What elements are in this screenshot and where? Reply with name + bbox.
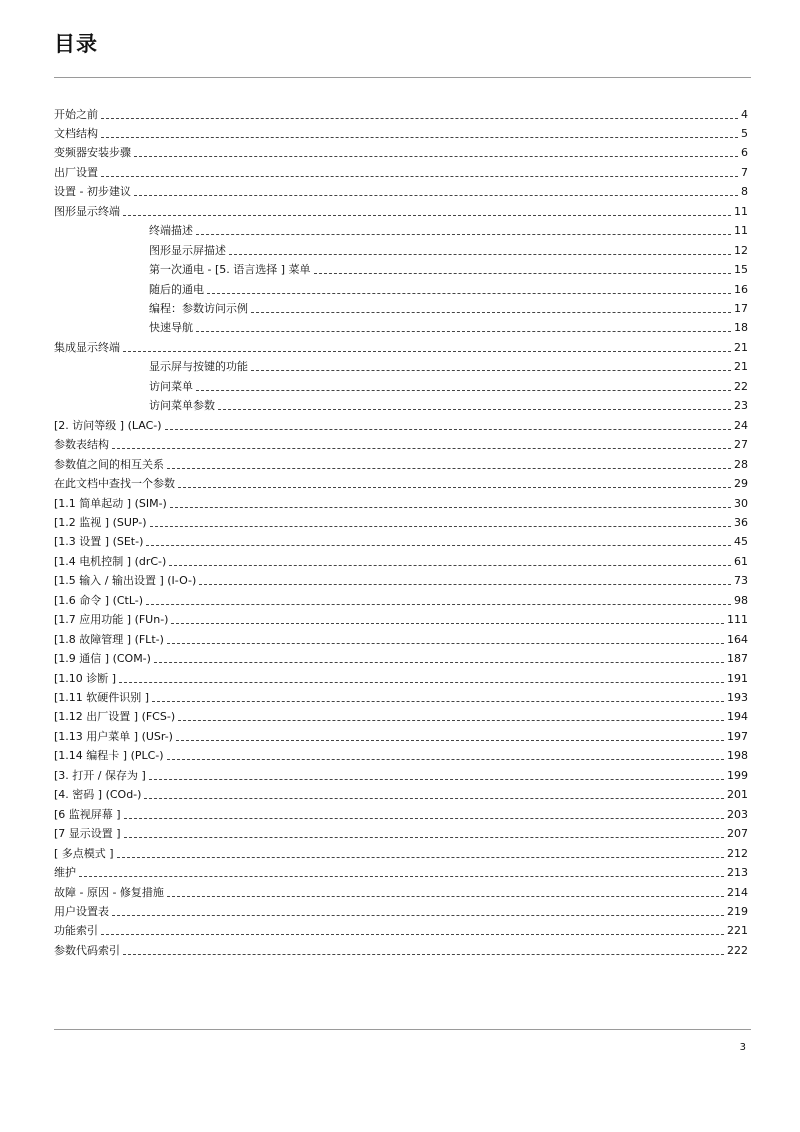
toc-entry-label: [2. 访问等级 ] (LAC-) <box>54 418 162 432</box>
toc-entry[interactable] <box>54 102 748 122</box>
toc-dot-leader <box>199 584 731 585</box>
toc-entry[interactable] <box>149 258 748 278</box>
toc-entry[interactable] <box>54 822 748 842</box>
toc-entry[interactable] <box>54 588 748 608</box>
toc-entry-page: 27 <box>734 438 748 452</box>
toc-entry-page: 214 <box>727 885 748 899</box>
toc-entry[interactable] <box>149 374 748 394</box>
toc-dot-leader <box>112 915 724 916</box>
toc-entry[interactable] <box>54 608 748 628</box>
toc-entry[interactable] <box>54 802 748 822</box>
toc-entry-label: 随后的通电 <box>149 282 204 296</box>
toc-dot-leader <box>251 370 731 371</box>
toc-entry-label: 图形显示终端 <box>54 204 120 218</box>
toc-entry-page: 21 <box>734 360 748 374</box>
toc-dot-leader <box>218 409 731 410</box>
toc-entry-page: 199 <box>727 768 748 782</box>
toc-entry-page: 29 <box>734 477 748 491</box>
toc-dot-leader <box>79 876 724 877</box>
toc-dot-leader <box>171 623 724 624</box>
toc-entry-label: 图形显示屏描述 <box>149 243 226 257</box>
toc-dot-leader <box>196 331 731 332</box>
toc-entry[interactable] <box>54 510 748 530</box>
toc-entry-page: 21 <box>734 340 748 354</box>
toc-dot-leader <box>123 351 731 352</box>
toc-entry-label: [1.2 监视 ] (SUP-) <box>54 515 147 529</box>
toc-entry-label: [3. 打开 / 保存为 ] <box>54 768 146 782</box>
toc-entry-label: 故障 - 原因 - 修复措施 <box>54 885 164 899</box>
toc-dot-leader <box>144 798 724 799</box>
header-divider <box>54 77 751 78</box>
toc-entry-page: 8 <box>741 185 748 199</box>
toc-entry[interactable] <box>54 705 748 725</box>
toc-entry-label: 编程：参数访问示例 <box>149 302 248 315</box>
toc-dot-leader <box>124 818 724 819</box>
toc-entry-page: 203 <box>727 807 748 821</box>
toc-entry-label: 维护 <box>54 866 76 880</box>
toc-entry-page: 193 <box>727 691 748 704</box>
toc-entry-page: 201 <box>727 788 748 802</box>
toc-entry-label: [1.4 电机控制 ] (drC-) <box>54 554 167 568</box>
toc-entry[interactable] <box>54 472 748 492</box>
toc-dot-leader <box>124 837 724 838</box>
toc-entry-page: 11 <box>734 224 748 238</box>
toc-entry-page: 212 <box>727 846 748 860</box>
toc-entry-label: [1.6 命令 ] (CtL-) <box>54 593 144 607</box>
toc-entry-label: [1.12 出厂设置 ] (FCS-) <box>54 710 176 724</box>
toc-dot-leader <box>229 254 731 255</box>
toc-dot-leader <box>152 701 724 702</box>
toc-entry[interactable] <box>54 160 748 180</box>
toc-entry-label: [1.3 设置 ] (SEt-) <box>54 535 144 549</box>
toc-dot-leader <box>170 507 731 508</box>
toc-entry-label: 在此文档中查找一个参数 <box>54 477 175 491</box>
toc-entry[interactable] <box>54 783 748 803</box>
toc-dot-leader <box>167 896 724 897</box>
toc-entry[interactable] <box>54 841 748 861</box>
toc-dot-leader <box>134 156 738 157</box>
toc-entry-page: 7 <box>741 165 748 179</box>
toc-dot-leader <box>165 429 731 430</box>
toc-entry-page: 17 <box>734 302 748 315</box>
toc-entry-label: [1.14 编程卡 ] (PLC-) <box>54 749 164 763</box>
toc-entry-page: 11 <box>734 204 748 218</box>
toc-entry-label: 集成显示终端 <box>54 340 120 354</box>
toc-dot-leader <box>123 215 731 216</box>
toc-entry-label: [ 多点模式 ] <box>54 846 114 860</box>
toc-entry-label: 设置 - 初步建议 <box>54 185 131 199</box>
toc-dot-leader <box>112 448 731 449</box>
toc-entry-page: 164 <box>727 632 748 646</box>
toc-entry[interactable] <box>149 238 748 258</box>
toc-entry[interactable] <box>54 491 748 511</box>
toc-dot-leader <box>178 487 731 488</box>
toc-entry-page: 73 <box>734 574 748 588</box>
toc-entry-label: 参数值之间的相互关系 <box>54 457 164 471</box>
toc-entry-page: 23 <box>734 399 748 413</box>
toc-entry-page: 187 <box>727 652 748 666</box>
toc-dot-leader <box>207 293 731 294</box>
toc-entry-label: [6 监视屏幕 ] <box>54 807 121 821</box>
toc-dot-leader <box>119 682 724 683</box>
toc-entry-label: [1.5 输入 / 输出设置 ] (I-O-) <box>54 574 197 588</box>
toc-entry-page: 45 <box>734 535 748 549</box>
toc-entry[interactable] <box>54 413 748 433</box>
toc-dot-leader <box>146 545 731 546</box>
toc-entry-label: [1.8 故障管理 ] (FLt-) <box>54 632 164 646</box>
toc-entry[interactable] <box>54 530 748 550</box>
toc-entry[interactable] <box>54 899 748 919</box>
toc-entry[interactable] <box>149 355 748 375</box>
toc-entry[interactable] <box>54 199 748 219</box>
toc-entry-page: 30 <box>734 496 748 510</box>
toc-entry-page: 197 <box>727 729 748 743</box>
toc-entry[interactable] <box>54 627 748 647</box>
toc-dot-leader <box>196 390 731 391</box>
toc-entry-page: 6 <box>741 146 748 160</box>
toc-entry[interactable] <box>54 744 748 764</box>
toc-entry-label: 显示屏与按键的功能 <box>149 360 248 374</box>
toc-entry-label: [7 显示设置 ] <box>54 827 121 841</box>
toc-entry-label: 开始之前 <box>54 107 98 121</box>
toc-entry[interactable] <box>54 763 748 783</box>
toc-dot-leader <box>314 273 731 274</box>
toc-dot-leader <box>123 954 724 955</box>
toc-entry-page: 5 <box>741 126 748 140</box>
toc-entry-label: 出厂设置 <box>54 165 98 179</box>
toc-entry-page: 194 <box>727 710 748 724</box>
toc-entry[interactable] <box>54 647 748 667</box>
toc-entry[interactable] <box>54 452 748 472</box>
toc-entry-page: 222 <box>727 943 748 957</box>
toc-entry[interactable] <box>54 919 748 939</box>
toc-dot-leader <box>196 234 731 235</box>
toc-entry[interactable] <box>149 277 748 297</box>
toc-entry-label: 快速导航 <box>149 321 193 335</box>
toc-entry[interactable] <box>54 335 748 355</box>
toc-entry-label: [1.13 用户菜单 ] (USr-) <box>54 729 173 743</box>
toc-dot-leader <box>154 662 724 663</box>
toc-entry-page: 98 <box>734 593 748 607</box>
toc-entry[interactable] <box>149 297 748 317</box>
toc-entry-label: 参数代码索引 <box>54 943 120 957</box>
toc-dot-leader <box>134 195 738 196</box>
toc-dot-leader <box>101 137 738 138</box>
toc-entry[interactable] <box>54 861 748 881</box>
toc-dot-leader <box>167 759 724 760</box>
toc-entry-label: 功能索引 <box>54 924 98 938</box>
toc-entry-label: 用户设置表 <box>54 904 109 918</box>
toc-entry[interactable] <box>54 569 748 589</box>
toc-dot-leader <box>167 643 724 644</box>
toc-entry[interactable] <box>54 141 748 161</box>
toc-entry[interactable] <box>54 880 748 900</box>
toc-entry[interactable] <box>149 394 748 414</box>
toc-entry-label: 访问菜单参数 <box>149 399 215 413</box>
toc-entry-label: 文档结构 <box>54 126 98 140</box>
toc-entry-page: 221 <box>727 924 748 938</box>
toc-entry-label: 变频器安装步骤 <box>54 146 131 160</box>
toc-entry-page: 18 <box>734 321 748 335</box>
toc-entry-label: 第一次通电 - [5. 语言选择 ] 菜单 <box>149 263 311 277</box>
toc-entry[interactable] <box>149 316 748 336</box>
toc-entry-page: 12 <box>734 243 748 257</box>
toc-dot-leader <box>101 176 738 177</box>
toc-entry-page: 16 <box>734 282 748 296</box>
toc-dot-leader <box>169 565 731 566</box>
toc-dot-leader <box>150 526 731 527</box>
toc-entry-label: [1.11 软硬件识别 ] <box>54 691 150 704</box>
toc-entry-label: [4. 密码 ] (COd-) <box>54 788 142 802</box>
footer-divider <box>54 1029 751 1030</box>
toc-entry-page: 198 <box>727 749 748 763</box>
toc-entry-page: 207 <box>727 827 748 841</box>
toc-entry[interactable] <box>54 666 748 686</box>
toc-entry-page: 15 <box>734 263 748 277</box>
toc-dot-leader <box>176 740 724 741</box>
toc-entry[interactable] <box>149 219 748 239</box>
toc-entry-page: 111 <box>727 613 748 627</box>
toc-entry-label: [1.9 通信 ] (COM-) <box>54 652 151 666</box>
toc-entry-label: 终端描述 <box>149 224 193 238</box>
toc-dot-leader <box>117 857 724 858</box>
toc-entry-page: 24 <box>734 418 748 432</box>
toc-entry[interactable] <box>54 180 748 200</box>
toc-entry-page: 28 <box>734 457 748 471</box>
toc-entry-page: 36 <box>734 515 748 529</box>
toc-dot-leader <box>146 604 731 605</box>
toc-dot-leader <box>167 468 731 469</box>
toc-dot-leader <box>101 934 724 935</box>
toc-entry-page: 61 <box>734 554 748 568</box>
toc-entry[interactable] <box>54 121 748 141</box>
toc-dot-leader <box>149 779 724 780</box>
toc-entry-label: [1.1 简单起动 ] (SIM-) <box>54 496 167 510</box>
toc-dot-leader <box>251 312 731 313</box>
toc-entry-page: 4 <box>741 107 748 121</box>
toc-entry-label: 访问菜单 <box>149 379 193 393</box>
toc-entry[interactable] <box>54 686 748 706</box>
toc-entry-page: 219 <box>727 904 748 918</box>
toc-entry-page: 213 <box>727 866 748 880</box>
toc-entry-page: 22 <box>734 379 748 393</box>
toc-entry-label: [1.10 诊断 ] <box>54 671 117 685</box>
toc-entry[interactable] <box>54 433 748 453</box>
toc-entry[interactable] <box>54 724 748 744</box>
toc-entry[interactable] <box>54 938 748 958</box>
toc-dot-leader <box>178 720 724 721</box>
toc-entry-page: 191 <box>727 671 748 685</box>
toc-entry-label: [1.7 应用功能 ] (FUn-) <box>54 613 169 627</box>
page-title: 目录 <box>54 32 98 56</box>
toc-dot-leader <box>101 118 738 119</box>
page-number: 3 <box>739 1042 746 1053</box>
toc-entry[interactable] <box>54 549 748 569</box>
toc-entry-label: 参数表结构 <box>54 438 109 452</box>
